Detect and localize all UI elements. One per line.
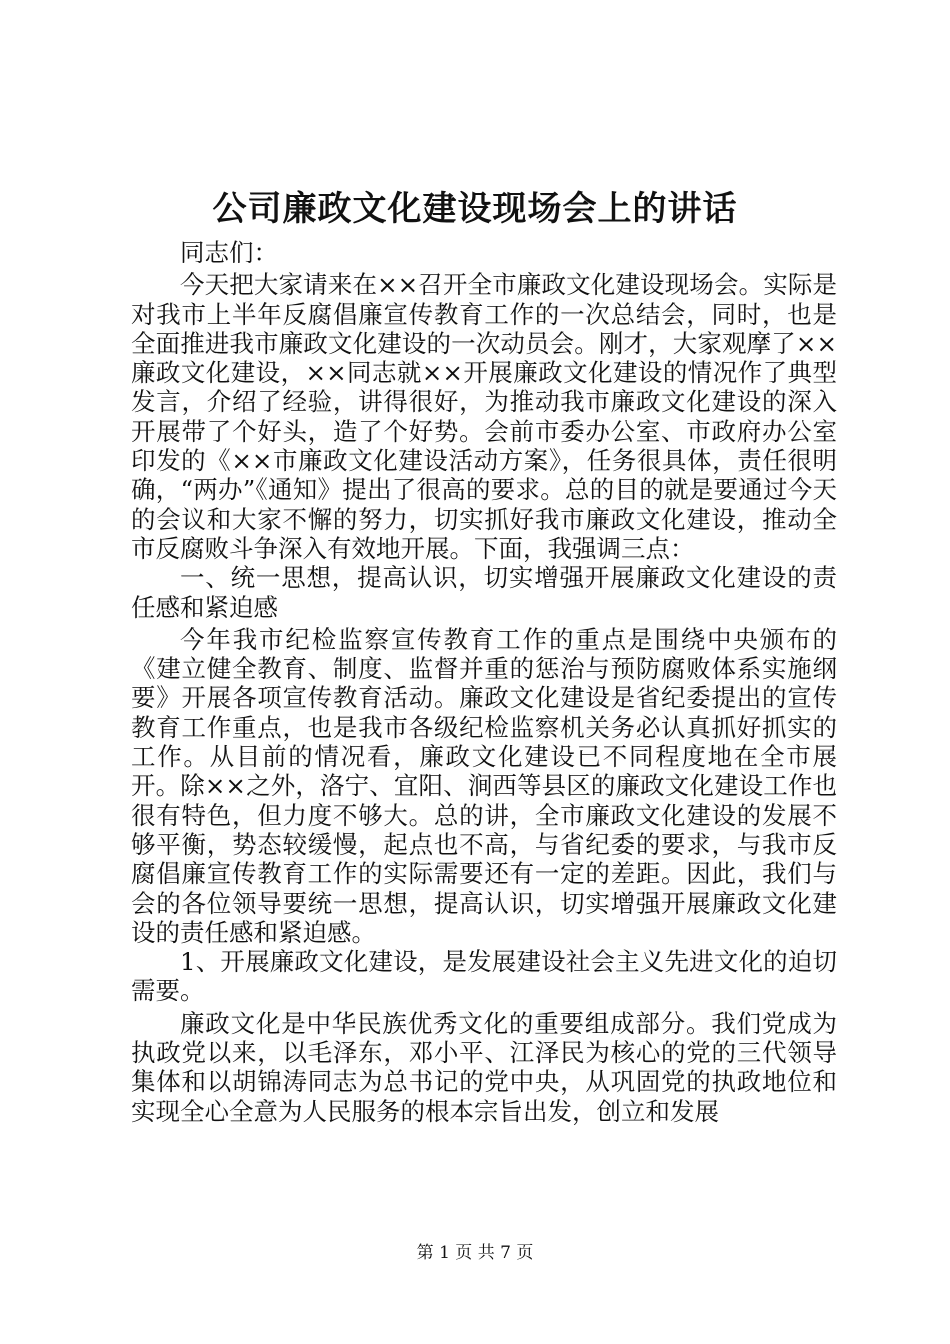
subsection-heading-1: 1、开展廉政文化建设，是发展建设社会主义先进文化的迫切需要。: [131, 947, 837, 1006]
paragraph-intro: 今天把大家请来在××召开全市廉政文化建设现场会。实际是对我市上半年反腐倡廉宣传教育工作的一次总结会，同时，也是全面推进我市廉政文化建设的一次动员会。刚才，大家观摩了××廉政文化建设，××同志就××开展廉政文化建设的情况作了典型发言，介绍了经验，讲得很好，为推动我市廉政文化建设的深入开展带了个好头，造了个好势。会前市委办公室、市政府办公室印发的《××市廉政文化建设活动方案》，任务很具体，责任很明确，“两办”《通知》提出了很高的要求。总的目的就是要通过今天的会议和大家不懈的努力，切实抓好我市廉政文化建设，推动全市反腐败斗争深入有效地开展。下面，我强调三点：: [131, 270, 837, 563]
paragraph-section-1: 今年我市纪检监察宣传教育工作的重点是围绕中央颁布的《建立健全教育、制度、监督并重的惩治与预防腐败体系实施纲要》开展各项宣传教育活动。廉政文化建设是省纪委提出的宣传教育工作重点，也是我市各级纪检监察机关务必认真抓好抓实的工作。从目前的情况看，廉政文化建设已不同程度地在全市展开。除××之外，洛宁、宜阳、涧西等县区的廉政文化建设工作也很有特色，但力度不够大。总的讲，全市廉政文化建设的发展不够平衡，势态较缓慢，起点也不高，与省纪委的要求，与我市反腐倡廉宣传教育工作的实际需要还有一定的差距。因此，我们与会的各位领导要统一思想，提高认识，切实增强开展廉政文化建设的责任感和紧迫感。: [131, 624, 837, 947]
document-body: [131, 238, 837, 1126]
page-footer: 第 1 页 共 7 页: [416, 1243, 534, 1263]
paragraph-subsection-1: 廉政文化是中华民族优秀文化的重要组成部分。我们党成为执政党以来，以毛泽东，邓小平、江泽民为核心的党的三代领导集体和以胡锦涛同志为总书记的党中央，从巩固党的执政地位和实现全心全意为人民服务的根本宗旨出发，创立和发展: [131, 1008, 837, 1126]
document-title: 公司廉政文化建设现场会上的讲话: [212, 189, 738, 229]
section-heading-1: 一、统一思想，提高认识，切实增强开展廉政文化建设的责任感和紧迫感: [131, 563, 837, 622]
greeting: 同志们：: [180, 238, 278, 267]
